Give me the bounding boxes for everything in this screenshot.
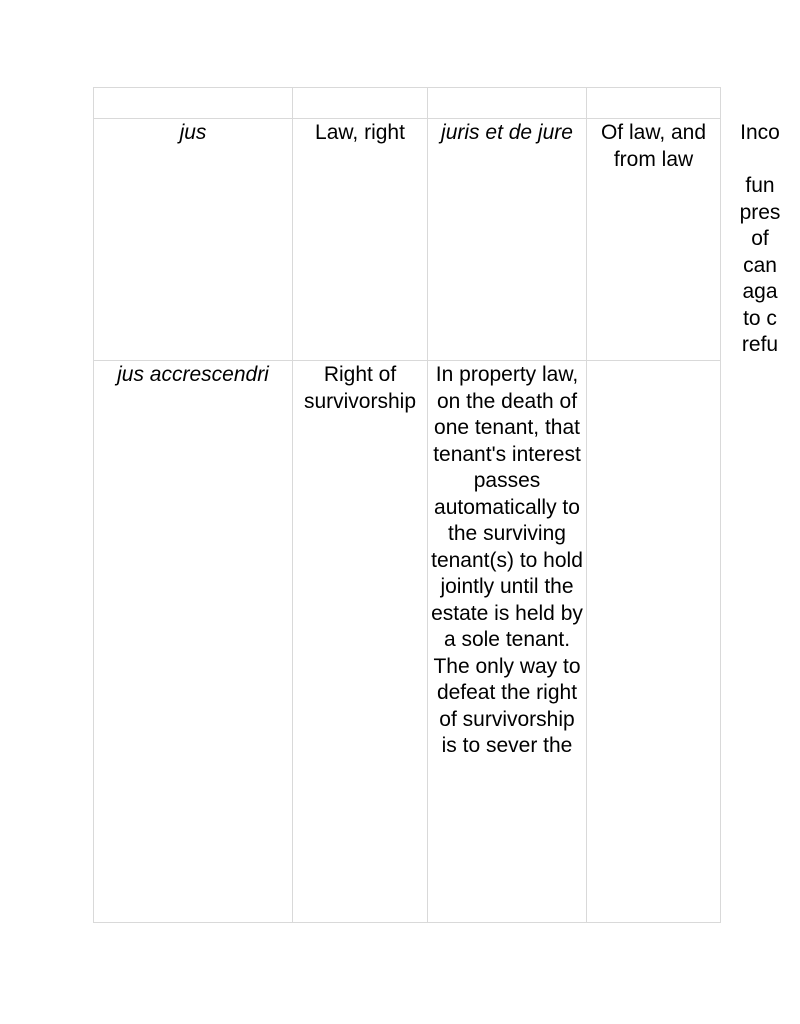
table-border-left [93,87,94,923]
table-column-divider [292,87,293,923]
table-cell-translation: Law, right [315,121,405,144]
table-cell-term: jus [179,121,207,144]
table-cell-translation: Right of survivorship [303,363,417,413]
notes-line: refu [741,333,779,356]
table-row-divider [93,360,721,361]
notes-line: of [751,227,769,250]
notes-line: Inco [740,121,780,144]
notes-line [720,147,800,174]
notes-line: pres [739,200,781,224]
table-cell-notes: In property law, on the death of one tenant, that tenant's interest passes automatically to the surviving tenant(s) to hold jointly until the estate is held by a sole tenant. The only way to defeat the right of survivorship is to sever the [431,363,583,757]
table-row-divider [93,118,721,119]
table-column-divider [586,87,587,923]
table-border-top [93,87,721,88]
table-cell-related-translation: Of law, and from law [600,121,707,171]
notes-line: aga [742,280,778,303]
table-cell-related-notes [720,120,800,359]
notes-line: fun [745,174,775,197]
notes-line: to c [743,306,777,330]
notes-line: can [743,253,777,277]
table-border-bottom [93,922,721,923]
table-cell-related-term: juris et de jure [441,121,573,144]
table-cell-term: jus accrescendri [117,363,269,386]
